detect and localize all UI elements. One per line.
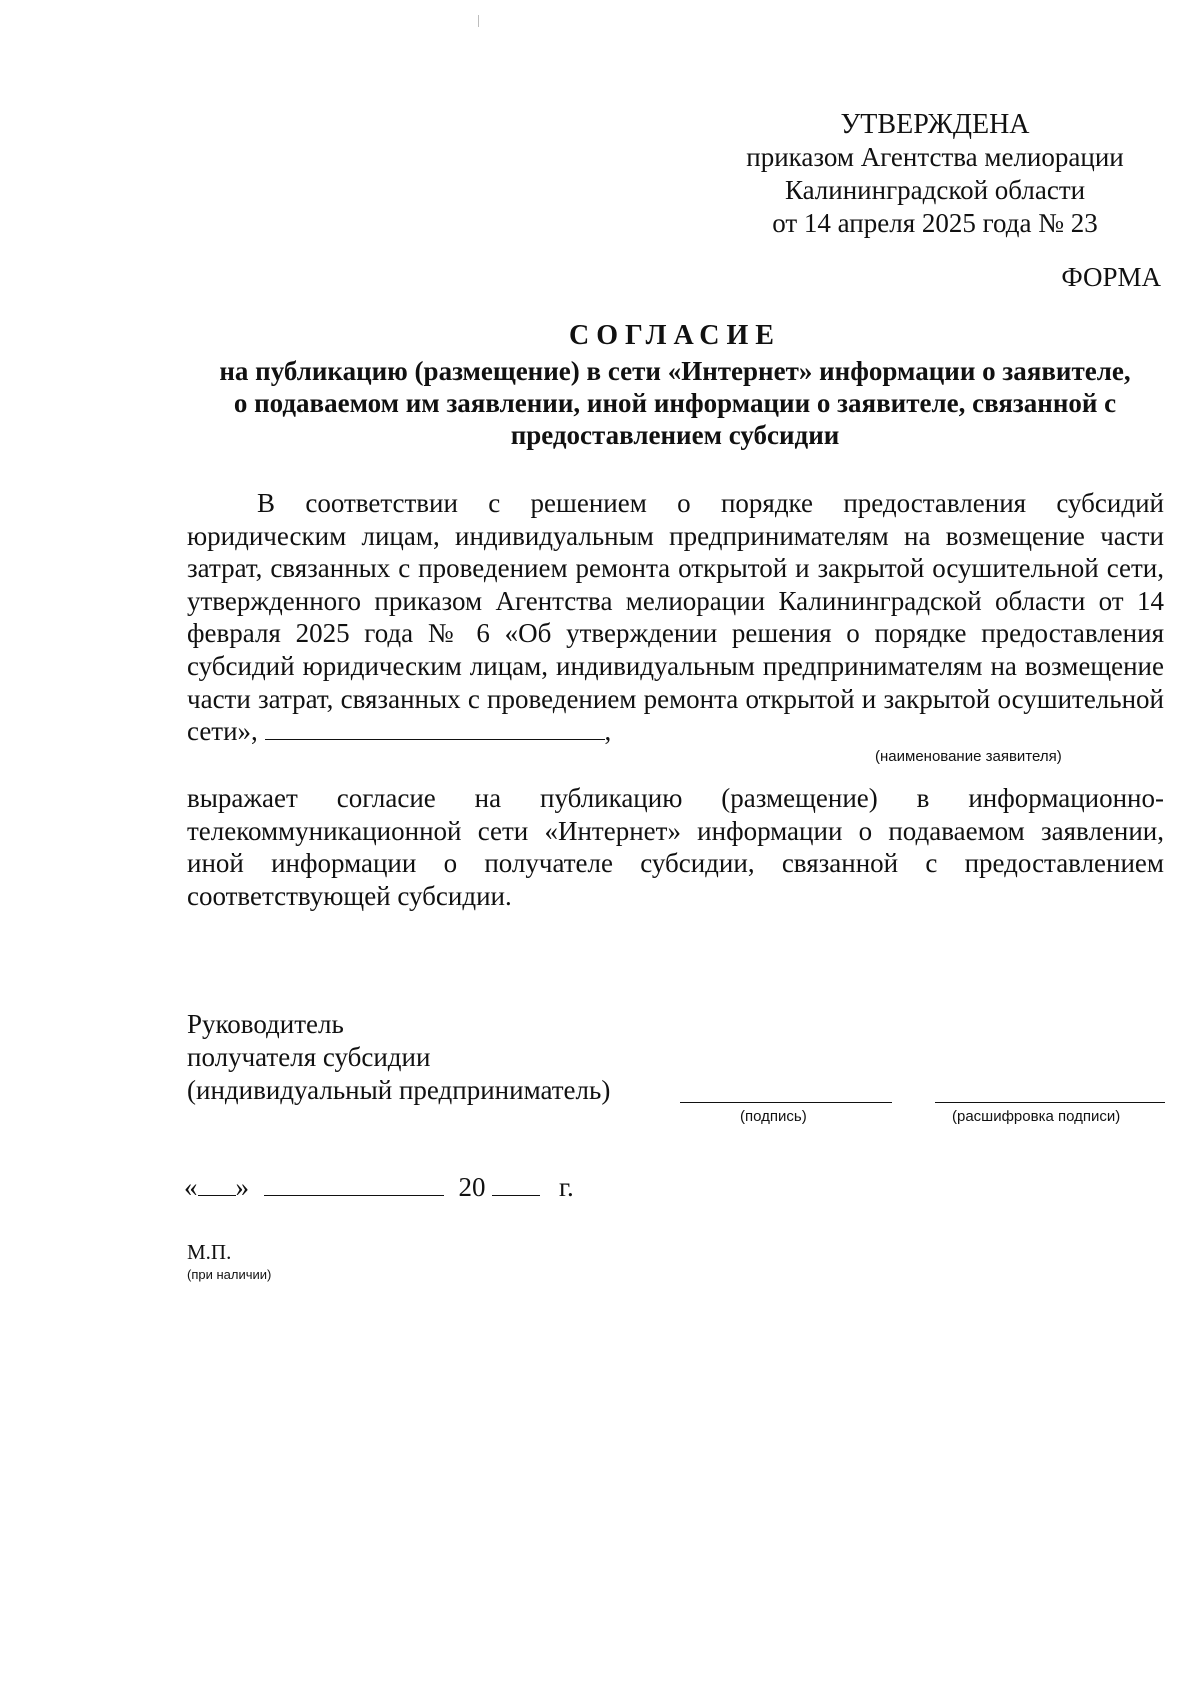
applicant-caption: (наименование заявителя): [875, 748, 1062, 765]
date-row: [184, 1172, 574, 1203]
signatory-line-2: получателя субсидии: [187, 1042, 431, 1072]
date-day-blank[interactable]: [198, 1173, 236, 1196]
date-year-blank[interactable]: [492, 1173, 540, 1196]
paragraph-1: [187, 487, 1164, 748]
document-title: [185, 320, 1165, 451]
approval-heading: УТВЕРЖДЕНА: [840, 109, 1030, 140]
scan-speck: [478, 15, 479, 27]
date-month-blank[interactable]: [264, 1173, 444, 1196]
stamp-label: М.П.: [187, 1240, 232, 1264]
approval-line-3: от 14 апреля 2025 года № 23: [772, 208, 1098, 238]
date-open-quote: «: [184, 1172, 198, 1202]
signatory-line-3: (индивидуальный предприниматель): [187, 1075, 611, 1105]
form-label: ФОРМА: [1061, 262, 1161, 292]
paragraph-1-comma: ,: [604, 716, 612, 747]
stamp-note: (при наличии): [187, 1267, 272, 1282]
applicant-name-blank[interactable]: [265, 717, 605, 740]
signatory-block: [187, 1008, 610, 1107]
signature-decoding-blank[interactable]: [935, 1101, 1165, 1103]
signatory-line-1: Руководитель: [187, 1009, 344, 1039]
signature-blank[interactable]: [680, 1101, 892, 1103]
approval-line-1: приказом Агентства мелиорации: [746, 142, 1124, 172]
date-year-suffix: г.: [559, 1172, 574, 1202]
paragraph-1-text: [187, 487, 1164, 748]
title-line-3: предоставлением субсидии: [510, 420, 840, 450]
date-century: 20: [458, 1172, 486, 1202]
paragraph-1-body: В соответствии с решением о порядке предоставления субсидий юридическим лицам, индивидуальным предпринимателям на возмещение части затрат, связанных с проведением ремонта открытой и закрытой осушительной сети, утвержденного приказом Агентства мелиорации Калининградской области от 14 февраля 2025 года № 6 «Об утверждении решения о порядке предоставления субсидий юридическим лицам, индивидуальным предпринимателям на возмещение части затрат, связанных с проведением ремонта открытой и закрытой осушительной сети»,: [187, 488, 1164, 747]
date-close-quote: »: [235, 1172, 249, 1202]
decoding-caption: (расшифровка подписи): [952, 1108, 1121, 1125]
title-line-2: о подаваемом им заявлении, иной информации о заявителе, связанной с: [233, 388, 1117, 418]
title-line-1: на публикацию (размещение) в сети «Интернет» информации о заявителе,: [219, 356, 1131, 386]
approval-line-2: Калининградской области: [784, 175, 1086, 205]
signature-caption: (подпись): [740, 1108, 807, 1125]
title-main: СОГЛАСИЕ: [569, 320, 781, 351]
approval-block: [700, 108, 1170, 240]
paragraph-2: выражает согласие на публикацию (размещение) в информационно-телекоммуникационной сети «Интернет» информации о подаваемом заявлении, иной информации о получателе субсидии, связанной с предоставлением соответствующей субсидии.: [187, 783, 1164, 911]
